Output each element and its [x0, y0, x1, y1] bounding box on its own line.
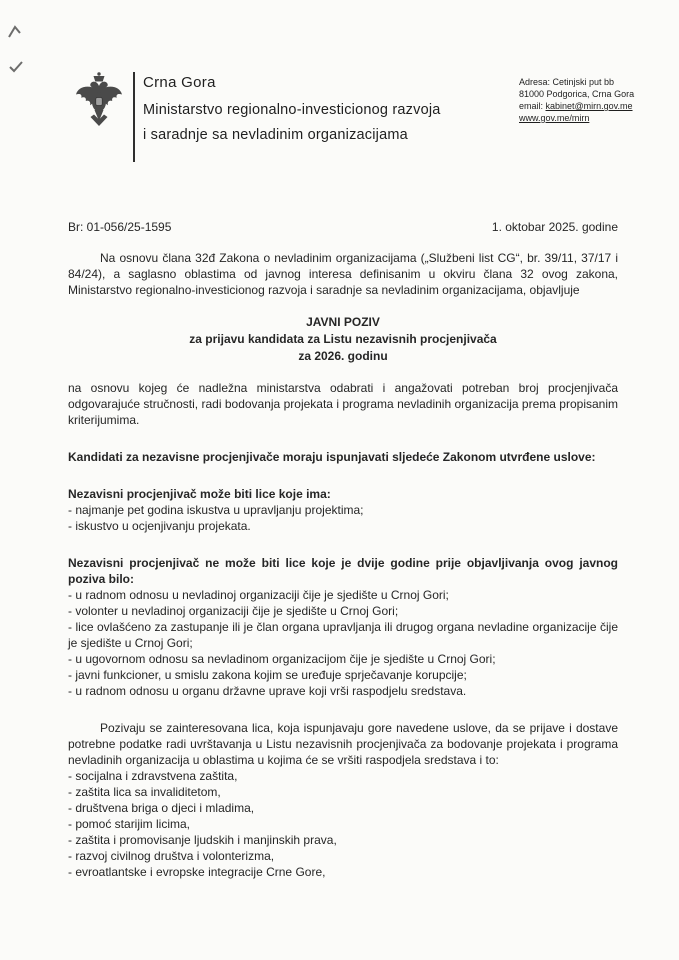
list-item: - pomoć starijim licima,	[68, 817, 191, 831]
eligible-heading: Nezavisni procjenjivač može biti lice koje ima:	[68, 487, 331, 501]
website-line	[519, 112, 634, 124]
reference-row	[68, 219, 618, 235]
title-line2: za prijavu kandidata za Listu nezavisnih procjenjivača	[189, 332, 497, 346]
list-item: - volonter u nevladinoj organizaciji čije je sjedište u Crnoj Gori;	[68, 604, 399, 618]
ministry-name-line2: i saradnje sa nevladinim organizacijama	[143, 127, 408, 143]
address-city: 81000 Podgorica, Crna Gora	[519, 89, 635, 99]
eligible-list	[68, 502, 618, 534]
ineligible-list	[68, 587, 618, 699]
title-line1: JAVNI POZIV	[306, 315, 380, 329]
conditions-heading: Kandidati za nezavisne procjenjivače moraju ispunjavati sljedeće Zakonom utvrđene uslove:	[68, 450, 596, 464]
email-line	[519, 100, 634, 112]
coat-of-arms-montenegro-icon	[74, 70, 124, 134]
document-date: 1. oktobar 2025. godine	[491, 220, 618, 234]
after-title-paragraph: na osnovu kojeg će nadležna ministarstva odabrati i angažovati potreban broj procjenjivača odgovarajuće stručnosti, radi bodovanja projekata i programa nevladinih organizacija prema propisanim kriterijumima.	[68, 381, 618, 427]
email-link[interactable]: kabinet@mirn.gov.me	[545, 101, 633, 111]
letterhead-divider	[133, 72, 135, 162]
website-link[interactable]: www.gov.me/mirn	[519, 113, 590, 123]
list-item: - javni funkcioner, u smislu zakona kojim se uređuje sprječavanje korupcije;	[68, 668, 467, 682]
invite-paragraph: Pozivaju se zainteresovana lica, koja ispunjavaju gore navedene uslove, da se prijave i dostave potrebne podatke radi uvrštavanja u Listu nezavisnih procjenjivača za bodovanje projekata i programa nevladinih organizacija u oblastima u kojima će se vršiti raspodjela sredstava i to:	[68, 721, 618, 767]
list-item: - u radnom odnosu u nevladinoj organizaciji čije je sjedište u Crnoj Gori;	[68, 588, 449, 602]
list-item: - evroatlantske i evropske integracije Crne Gore,	[68, 865, 326, 879]
reference-number: Br: 01-056/25-1595	[68, 220, 172, 234]
list-item: - socijalna i zdravstvena zaštita,	[68, 769, 238, 783]
list-item: - zaštita i promovisanje ljudskih i manjinskih prava,	[68, 833, 337, 847]
ineligible-heading: Nezavisni procjenjivač ne može biti lice koje je dvije godine prije objavljivanja ovog javnog poziva bilo:	[68, 556, 618, 586]
document-body	[0, 219, 679, 880]
ministry-block	[143, 74, 441, 152]
document-title	[68, 314, 618, 365]
list-item: - iskustvo u ocjenjivanju projekata.	[68, 519, 251, 533]
list-item: - u radnom odnosu u organu državne uprave koji vrši raspodjelu sredstava.	[68, 684, 467, 698]
title-line3: za 2026. godinu	[298, 349, 388, 363]
list-item: - lice ovlašćeno za zastupanje ili je član organa upravljanja ili drugog organa nevladine organizacije čije je sjedište u Crnoj Gori;	[68, 620, 618, 650]
email-label: email:	[519, 101, 546, 111]
list-item: - najmanje pet godina iskustva u upravljanju projektima;	[68, 503, 364, 517]
country-name: Crna Gora	[143, 74, 216, 91]
list-item: - razvoj civilnog društva i volonterizma,	[68, 849, 275, 863]
letterhead	[0, 0, 679, 165]
address-street: Adresa: Cetinjski put bb	[519, 77, 615, 87]
ministry-name-line1: Ministarstvo regionalno-investicionog razvoja	[143, 102, 441, 118]
areas-list	[68, 768, 618, 880]
intro-paragraph: Na osnovu člana 32đ Zakona o nevladinim organizacijama („Službeni list CG“, br. 39/11, 37/17 i 84/24), a saglasno oblastima od javnog interesa definisanim u okviru člana 32 ovog zakona, Ministarstvo regionalno-investicionog razvoja i saradnje sa nevladinim organizacijama, objavljuje	[68, 251, 618, 297]
address-block	[519, 76, 634, 124]
list-item: - u ugovornom odnosu sa nevladinom organizacijom čije je sjedište u Crnoj Gori;	[68, 652, 496, 666]
list-item: - zaštita lica sa invaliditetom,	[68, 785, 221, 799]
list-item: - društvena briga o djeci i mladima,	[68, 801, 255, 815]
